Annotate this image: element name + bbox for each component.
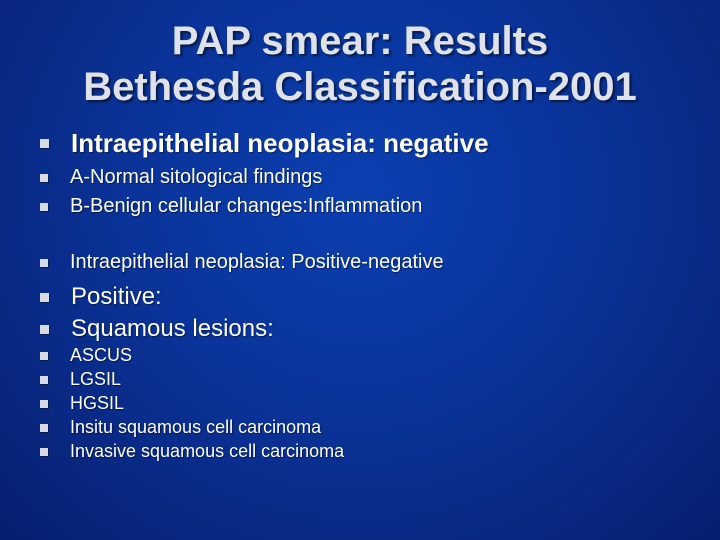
bullet-text: Squamous lesions: <box>71 315 274 342</box>
bullet-text: B-Benign cellular changes:Inflammation <box>70 195 423 217</box>
bullet-item <box>40 128 489 159</box>
square-bullet-icon <box>40 325 49 334</box>
bullet-item <box>40 345 132 366</box>
slide-title <box>0 18 720 110</box>
title-line-2: Bethesda Classification-2001 <box>83 65 637 109</box>
bullet-item <box>40 369 121 390</box>
bullet-text: A-Normal sitological findings <box>70 166 323 188</box>
bullet-text: ASCUS <box>70 345 133 365</box>
bullet-item <box>40 283 162 311</box>
bullet-item <box>40 315 274 343</box>
bullet-item <box>40 251 444 274</box>
bullet-item <box>40 441 344 462</box>
bullet-item <box>40 417 321 438</box>
square-bullet-icon <box>40 203 48 211</box>
square-bullet-icon <box>40 174 48 182</box>
bullet-item <box>40 393 124 414</box>
square-bullet-icon <box>40 259 48 267</box>
square-bullet-icon <box>40 376 48 384</box>
title-line-1: PAP smear: Results <box>171 19 549 63</box>
bullet-text: Positive: <box>71 283 162 310</box>
bullet-text: LGSIL <box>70 369 122 389</box>
bullet-text: Insitu squamous cell carcinoma <box>70 417 322 437</box>
bullet-text: Intraepithelial neoplasia: Positive-negative <box>70 251 444 273</box>
square-bullet-icon <box>40 400 48 408</box>
bullet-item <box>40 195 422 218</box>
bullet-text: Intraepithelial neoplasia: negative <box>71 128 489 158</box>
bullet-text: HGSIL <box>70 393 125 413</box>
square-bullet-icon <box>40 293 49 302</box>
square-bullet-icon <box>40 139 49 148</box>
square-bullet-icon <box>40 448 48 456</box>
bullet-item <box>40 166 322 189</box>
bullet-text: Invasive squamous cell carcinoma <box>70 441 345 461</box>
square-bullet-icon <box>40 424 48 432</box>
square-bullet-icon <box>40 352 48 360</box>
